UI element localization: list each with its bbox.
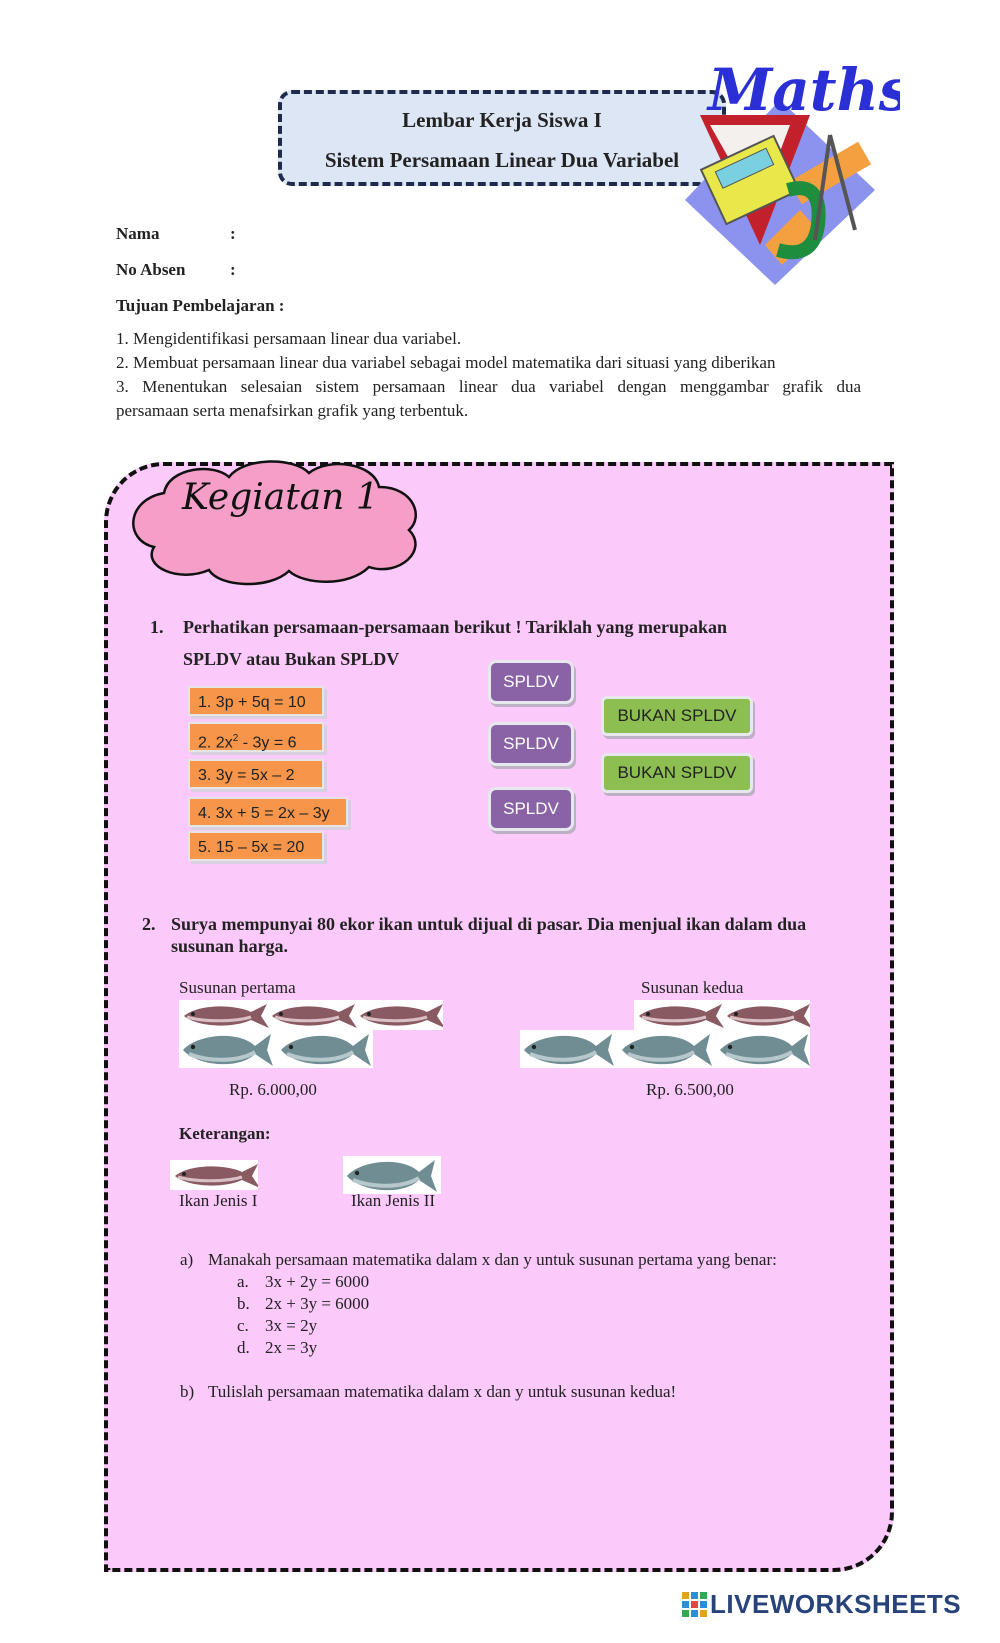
fish-type1-icon	[175, 1164, 258, 1188]
bukan-spldv-target-1[interactable]: BUKAN SPLDV	[601, 696, 753, 736]
fish2-label: Ikan Jenis II	[351, 1191, 436, 1210]
spldv-target-1[interactable]: SPLDV	[488, 660, 574, 704]
title-box	[278, 90, 726, 186]
absen-colon: :	[230, 260, 236, 279]
fish-type1-icon	[272, 1004, 357, 1028]
absen-label: No Absen	[116, 260, 186, 279]
fish-type2-icon	[622, 1034, 712, 1066]
set2-fish-row-bottom	[520, 1030, 810, 1068]
q2-text-line1: Surya mempunyai 80 ekor ikan untuk dijual di pasar. Dia menjual ikan dalam dua	[171, 914, 807, 934]
set1-label: Susunan pertama	[179, 978, 296, 997]
option-b[interactable]: 2x + 3y = 6000	[265, 1294, 370, 1313]
q1-number: 1.	[150, 617, 164, 637]
worksheet-title: Lembar Kerja Siswa I	[402, 108, 602, 132]
objective-item: persamaan serta menafsirkan grafik yang terbentuk.	[116, 401, 469, 420]
liveworksheets-logo-icon	[682, 1592, 708, 1618]
equation-card-2[interactable]: 2. $2x^2 - 3y = 6$	[188, 722, 324, 752]
fish-type1-icon	[639, 1004, 724, 1028]
q1-text-line1: Perhatikan persamaan-persamaan berikut ! Tariklah yang merupakan	[183, 617, 728, 637]
part-b-question: Tulislah persamaan matematika dalam x dan y untuk susunan kedua!	[208, 1382, 677, 1401]
equation-card-3[interactable]: 3. 3y = 5x – 2	[188, 759, 324, 789]
spldv-target-2[interactable]: SPLDV	[488, 722, 574, 766]
equation-card-4[interactable]: 4. 3x + 5 = 2x – 3y	[188, 797, 348, 827]
fish-type2-icon	[524, 1034, 614, 1066]
maths-logo	[670, 40, 900, 290]
objectives-list	[116, 327, 861, 423]
fish-type1-icon	[360, 1004, 443, 1028]
part-b-answer-area[interactable]	[180, 1410, 840, 1530]
objective-item: 1. Mengidentifikasi persamaan linear dua variabel.	[116, 329, 462, 348]
q2-number: 2.	[142, 914, 156, 934]
option-letter: a.	[237, 1272, 249, 1291]
equation-card-1[interactable]: 1. 3p + 5q = 10	[188, 686, 324, 716]
legend-fish1	[170, 1160, 258, 1190]
set2-label: Susunan kedua	[641, 978, 744, 997]
footer-brand-text: LIVEWORKSHEETS	[710, 1589, 962, 1619]
option-d[interactable]: 2x = 3y	[265, 1338, 318, 1357]
equation-card-5[interactable]: 5. 15 – 5x = 20	[188, 831, 324, 861]
fish-type2-icon	[183, 1034, 273, 1066]
option-letter: b.	[237, 1294, 250, 1313]
option-letter: d.	[237, 1338, 250, 1357]
absen-field[interactable]	[246, 256, 546, 282]
set1-fish-row-bottom	[179, 1030, 373, 1068]
legend-fish2	[343, 1156, 441, 1194]
option-a[interactable]: 3x + 2y = 6000	[265, 1272, 370, 1291]
fish-type2-icon	[281, 1034, 371, 1066]
option-c[interactable]: 3x = 2y	[265, 1316, 318, 1335]
fish-type2-icon	[347, 1160, 437, 1192]
spldv-target-3[interactable]: SPLDV	[488, 787, 574, 831]
fish1-label: Ikan Jenis I	[179, 1191, 258, 1210]
legend-heading: Keterangan:	[179, 1124, 271, 1143]
activity-title: Kegiatan 1	[182, 477, 379, 518]
set1-fish-row-top	[179, 1000, 443, 1030]
option-letter: c.	[237, 1316, 249, 1335]
part-a-question: Manakah persamaan matematika dalam x dan y untuk susunan pertama yang benar:	[208, 1250, 777, 1269]
name-colon: :	[230, 224, 236, 243]
name-label: Nama	[116, 224, 160, 243]
footer-brand[interactable]	[682, 1589, 982, 1621]
set2-price: Rp. 6.500,00	[646, 1080, 734, 1099]
part-b-label: b)	[180, 1382, 195, 1401]
q1-text-line2: SPLDV atau Bukan SPLDV	[183, 649, 400, 669]
set2-fish-row-top	[634, 1000, 810, 1030]
bukan-spldv-target-2[interactable]: BUKAN SPLDV	[601, 753, 753, 793]
worksheet-subtitle: Sistem Persamaan Linear Dua Variabel	[324, 148, 680, 172]
name-field[interactable]	[246, 220, 546, 246]
logo-text: Maths	[708, 56, 900, 124]
q2-text-line2: susunan harga.	[171, 936, 289, 956]
set1-price: Rp. 6.000,00	[229, 1080, 317, 1099]
objectives-heading: Tujuan Pembelajaran :	[116, 296, 285, 315]
part-a-label: a)	[180, 1250, 194, 1269]
activity-cloud	[124, 455, 429, 590]
objective-item: 2. Membuat persamaan linear dua variabel sebagai model matematika dari situasi yang diberikan	[116, 353, 776, 372]
fish-type1-icon	[727, 1004, 810, 1028]
fish-type1-icon	[184, 1004, 269, 1028]
objective-item: 3. Menentukan selesaian sistem persamaan linear dua variabel dengan menggambar grafik dua	[116, 377, 861, 396]
fish-type2-icon	[720, 1034, 810, 1066]
